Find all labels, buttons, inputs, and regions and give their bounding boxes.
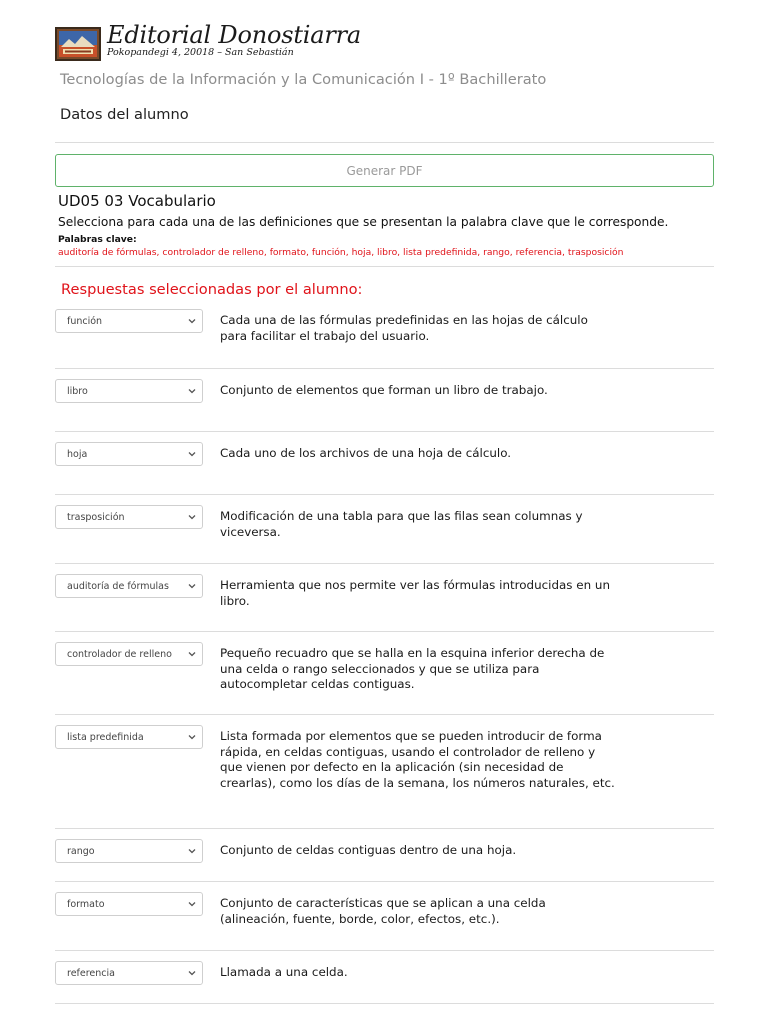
answer-select-value: rango <box>67 845 95 857</box>
chevron-down-icon <box>188 848 196 854</box>
page <box>55 22 714 1004</box>
answer-definition: Pequeño recuadro que se halla en la esquina inferior derecha de una celda o rango seleccionados y que se utiliza para autocompletar celdas contiguas. <box>220 646 605 691</box>
answer-row <box>55 839 714 882</box>
publisher-address: Pokopandegi 4, 20018 – San Sebastián <box>107 47 294 58</box>
answer-select[interactable] <box>55 379 203 403</box>
answer-select[interactable] <box>55 442 203 466</box>
answer-row <box>55 892 714 951</box>
answer-definition: Modificación de una tabla para que las filas sean columnas y viceversa. <box>220 509 583 539</box>
chevron-down-icon <box>188 583 196 589</box>
exercise-title: UD05 03 Vocabulario <box>58 192 216 210</box>
answers-list <box>55 309 714 1004</box>
chevron-down-icon <box>188 514 196 520</box>
course-title: Tecnologías de la Información y la Comunicación I - 1º Bachillerato <box>60 71 547 88</box>
generate-pdf-button[interactable]: Generar PDF <box>55 154 714 187</box>
answer-select-value: trasposición <box>67 511 125 523</box>
answer-definition: Cada uno de los archivos de una hoja de cálculo. <box>220 446 512 460</box>
answer-definition: Llamada a una celda. <box>220 965 348 979</box>
answer-row <box>55 309 714 369</box>
chevron-down-icon <box>188 970 196 976</box>
exercise-instructions: Selecciona para cada una de las definiciones que se presentan la palabra clave que le corresponde. <box>58 215 669 229</box>
answer-select-value: hoja <box>67 448 88 460</box>
answer-row <box>55 642 714 715</box>
keywords-label: Palabras clave: <box>58 234 137 245</box>
answer-row <box>55 379 714 432</box>
chevron-down-icon <box>188 318 196 324</box>
answer-select[interactable] <box>55 505 203 529</box>
answer-select-value: auditoría de fórmulas <box>67 580 169 592</box>
answer-select[interactable] <box>55 839 203 863</box>
answer-row <box>55 505 714 564</box>
answer-select-value: formato <box>67 898 105 910</box>
answer-select[interactable] <box>55 309 203 333</box>
divider <box>55 266 714 267</box>
answer-row <box>55 442 714 495</box>
answer-definition: Conjunto de celdas contiguas dentro de una hoja. <box>220 843 517 857</box>
publisher-header <box>55 22 714 66</box>
answer-select[interactable] <box>55 892 203 916</box>
answer-select-value: libro <box>67 385 88 397</box>
answer-select-value: lista predefinida <box>67 731 144 743</box>
answers-heading: Respuestas seleccionadas por el alumno: <box>61 281 363 298</box>
keywords-list: auditoría de fórmulas, controlador de relleno, formato, función, hoja, libro, lista predefinida, rango, referencia, trasposición <box>58 247 624 258</box>
answer-definition: Conjunto de elementos que forman un libro de trabajo. <box>220 383 548 397</box>
answer-select-value: función <box>67 315 103 327</box>
answer-select-value: controlador de relleno <box>67 648 172 660</box>
answer-select[interactable] <box>55 574 203 598</box>
answer-select[interactable] <box>55 961 203 985</box>
answer-select-value: referencia <box>67 967 115 979</box>
chevron-down-icon <box>188 901 196 907</box>
chevron-down-icon <box>188 651 196 657</box>
student-data-title: Datos del alumno <box>60 106 189 123</box>
answer-definition: Lista formada por elementos que se pueden introducir de forma rápida, en celdas contiguas, usando el controlador de relleno y que vienen por defecto en la aplicación (sin necesidad de crearlas), como los días de la semana, los números naturales, etc. <box>220 729 615 790</box>
chevron-down-icon <box>188 388 196 394</box>
answer-row <box>55 725 714 829</box>
chevron-down-icon <box>188 734 196 740</box>
chevron-down-icon <box>188 451 196 457</box>
divider <box>55 142 714 143</box>
answer-select[interactable] <box>55 725 203 749</box>
publisher-logo-icon <box>55 27 101 61</box>
answer-definition: Cada una de las fórmulas predefinidas en las hojas de cálculo para facilitar el trabajo del usuario. <box>220 313 588 343</box>
answer-definition: Conjunto de características que se aplican a una celda (alineación, fuente, borde, color, efectos, etc.). <box>220 896 546 926</box>
answer-select[interactable] <box>55 642 203 666</box>
answer-row <box>55 961 714 1004</box>
answer-definition: Herramienta que nos permite ver las fórmulas introducidas en un libro. <box>220 578 610 608</box>
answer-row <box>55 574 714 632</box>
publisher-name: Editorial Donostiarra <box>107 21 362 49</box>
